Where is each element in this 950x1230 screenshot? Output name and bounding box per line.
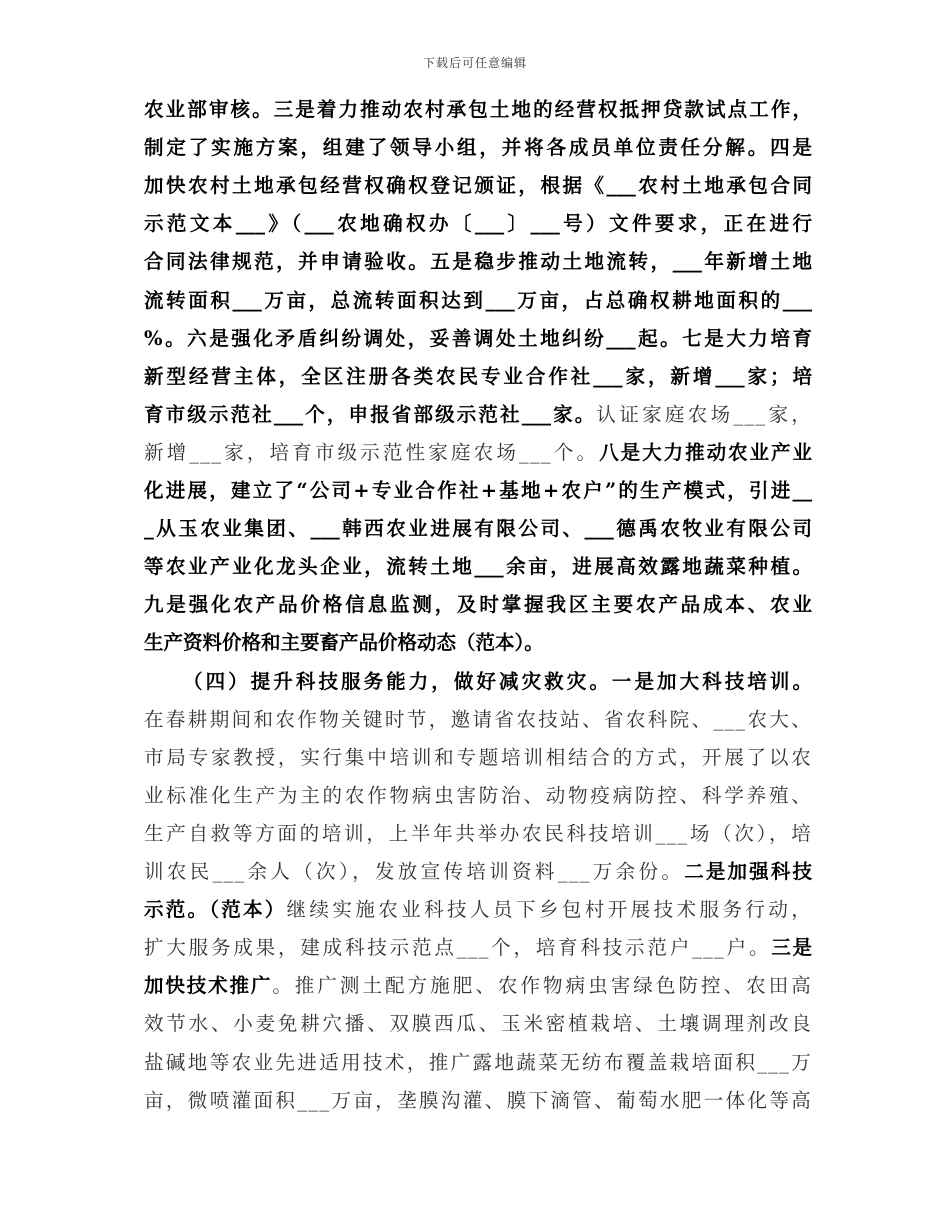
text-line [144,816,812,852]
bold-text-run: _从玉农业集团、___韩西农业进展有限公司、___德禹农牧业有限公司 [144,517,812,541]
text-line [144,283,812,319]
text-run: 在春耕期间和农作物关键时节，邀请省农技站、省农科院、___农大、 [144,707,812,731]
text-line [144,397,812,433]
text-line [144,702,812,738]
text-line [144,130,812,166]
bold-text-run: 八是大力推动农业产业 [599,440,812,464]
text-line [144,1083,812,1119]
bold-text-run: 制定了实施方案，组建了领导小组，并将各成员单位责任分解。四是 [144,136,812,160]
bold-text-run: 示范。（范本） [144,898,287,922]
text-run: 市局专家教授，实行集中培训和专题培训相结合的方式，开展了以农 [144,745,812,769]
text-line [144,1045,812,1081]
text-line [144,968,812,1004]
bold-text-run: 合同法律规范，并申请验收。五是稳步推动土地流转，___年新增土地 [144,250,812,274]
text-line [144,892,812,928]
text-line [144,778,812,814]
bold-text-run: 农业部审核。三是着力推动农村承包土地的经营权抵押贷款试点工作， [144,98,812,121]
text-run: 继续实施农业科技人员下乡包村开展技术服务行动， [286,898,812,922]
text-run: 。推广测土配方施肥、农作物病虫害绿色防控、农田高 [272,974,812,998]
text-run: 新增___家，培育市级示范性家庭农场___个。 [144,440,600,464]
bold-text-run: 化进展，建立了“公司+专业合作社+基地+农户”的生产模式，引进__ [144,479,812,502]
bold-text-run: 新型经营主体，全区注册各类农民专业合作社___家，新增___家；培 [144,364,812,388]
text-line [144,473,812,509]
bold-text-run: 三是 [771,936,812,960]
bold-text-run: 加快农村土地承包经营权确权登记颁证，根据《___农村土地承包合同 [144,174,812,198]
text-line [144,587,812,623]
bold-text-run: 九是强化农产品价格信息监测，及时掌握我区主要农产品成本、农业 [144,593,812,617]
text-run: 扩大服务成果，建成科技示范点___个，培育科技示范户___户。 [144,936,772,960]
text-line [144,244,812,280]
text-line [144,740,812,776]
text-line [144,435,812,471]
text-line [144,92,812,128]
text-run: 训农民___余人（次），发放宣传培训资料___万余份。 [144,860,685,883]
bold-text-run: （四）提升科技服务能力，做好减灾救灾。一是加大科技培训。 [183,669,812,693]
text-line [144,549,812,585]
text-run: 业标准化生产为主的农作物病虫害防治、动物疫病防控、科学养殖、 [144,783,812,807]
bold-text-run: 生产资料价格和主要畜产品价格动态（范本）。 [144,631,544,655]
text-run: 效节水、小麦免耕穴播、双膜西瓜、玉米密植栽培、土壤调理剂改良 [144,1012,812,1036]
bold-text-run: 流转面积___万亩，总流转面积达到___万亩，占总确权耕地面积的___ [144,288,812,312]
text-run: 盐碱地等农业先进适用技术，推广露地蔬菜无纺布覆盖栽培面积___万 [144,1050,812,1074]
page-header: 下载后可任意编辑 [422,56,527,70]
bold-text-run: 育市级示范社___个，申报省部级示范社___家。 [144,402,597,426]
text-line [144,359,812,395]
bold-text-run: 等农业产业化龙头企业，流转土地___余亩，进展高效露地蔬菜种植。 [144,555,812,579]
text-line [144,1006,812,1042]
text-run: 亩，微喷灌面积___万亩，垄膜沟灌、膜下滴管、葡萄水肥一体化等高 [144,1088,812,1112]
text-run: 认证家庭农场___家， [596,402,812,426]
text-line [144,206,812,242]
text-line [144,854,812,890]
text-line [144,168,812,204]
bold-text-run: 二是加强科技 [684,860,812,883]
text-line [144,511,812,547]
text-line [144,625,812,661]
bold-text-run: 示范文本___》（___农地确权办〔___〕___号）文件要求，正在进行 [144,212,812,236]
text-line [144,321,812,357]
text-line [144,930,812,966]
bold-text-run: %。六是强化矛盾纠纷调处，妥善调处土地纠纷___起。七是大力培育 [144,326,812,350]
bold-text-run: 加快技术推广 [144,974,273,998]
text-line [183,664,812,700]
text-run: 生产自救等方面的培训，上半年共举办农民科技培训___场（次），培 [144,821,812,845]
